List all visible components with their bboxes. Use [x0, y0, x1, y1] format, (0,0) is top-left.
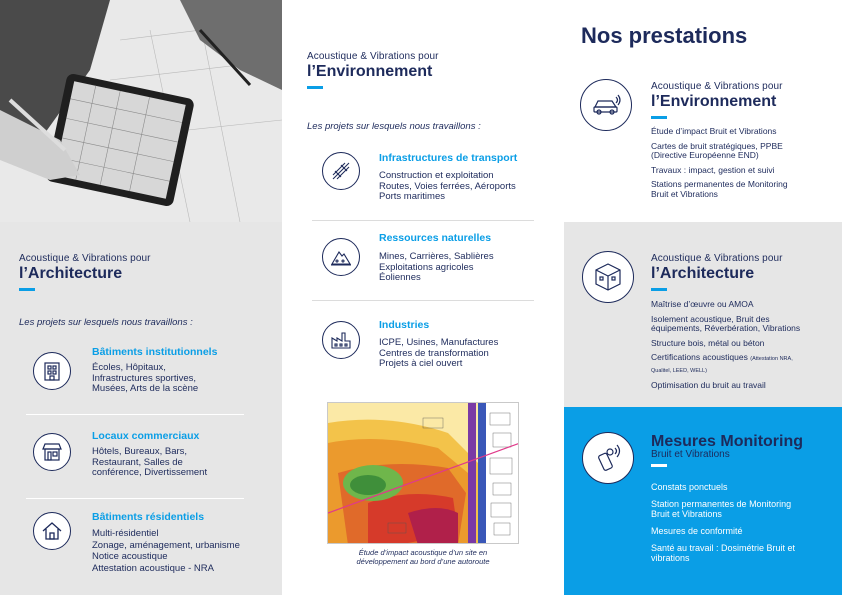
sound-meter-icon [582, 432, 634, 484]
item-text: Construction et exploitation Routes, Voies ferrées, Aéroports Ports maritimes [379, 170, 516, 202]
architecture-services-block [564, 222, 842, 407]
item-text: Hôtels, Bureaux, Bars, Restaurant, Salles de conférence, Divertissement [92, 446, 208, 478]
services-column [564, 0, 842, 595]
section-subtitle: Bruit et Vibrations [651, 449, 730, 460]
environment-services-list: Étude d’impact Bruit et Vibrations Cartes de bruit stratégiques, PPBE (Directive Européenne END) Travaux : impact, gestion et suivi Stations permanentes de Monitoring Bruit et Vibrations [651, 126, 788, 199]
divider [312, 220, 534, 221]
page-title: Nos prestations [581, 23, 748, 48]
section-title: Mesures Monitoring [651, 433, 804, 450]
intro-text: Les projets sur lesquels nous travaillons : [19, 317, 193, 328]
monitoring-services-block [564, 407, 842, 595]
accent-dash [307, 86, 323, 89]
item-text: Écoles, Hôpitaux, Infrastructures sportives, Musées, Arts de la scène [92, 362, 199, 394]
divider [26, 414, 244, 415]
item-title: Bâtiments résidentiels [92, 511, 205, 523]
section-subtitle: Acoustique & Vibrations pour [651, 253, 783, 264]
quarry-icon [322, 238, 360, 276]
environment-column [282, 0, 564, 595]
item-text: ICPE, Usines, Manufactures Centres de transformation Projets à ciel ouvert [379, 337, 499, 369]
intro-text: Les projets sur lesquels nous travaillons : [307, 121, 481, 132]
accent-dash [19, 288, 35, 291]
building-icon [33, 352, 71, 390]
item-title: Industries [379, 319, 430, 331]
tablet-photo [0, 0, 282, 222]
accent-dash [651, 116, 667, 119]
section-subtitle: Acoustique & Vibrations pour [651, 81, 783, 92]
item-title: Bâtiments institutionnels [92, 346, 218, 358]
map-caption: Étude d’impact acoustique d’un site en développement au bord d’une autoroute [356, 548, 490, 566]
section-title: l’Environnement [651, 93, 777, 110]
section-title: l’Architecture [19, 265, 123, 282]
section-title: l’Architecture [651, 265, 755, 282]
shop-icon [33, 433, 71, 471]
divider [26, 498, 244, 499]
item-text: Mines, Carrières, Sablières Exploitations agricoles Éoliennes [379, 251, 494, 283]
architecture-services-list: Maîtrise d’œuvre ou AMOA Isolement acoustique, Bruit des équipements, Réverbération, Vibrations Structure bois, métal ou béton Certifications acoustiques (Attestation NRA, Qualitel, LEED, WELL) Optimisation du bruit au travail [651, 299, 801, 390]
architecture-panel [0, 222, 282, 595]
divider [312, 300, 534, 301]
car-sound-icon [580, 79, 632, 131]
item-title: Ressources naturelles [379, 232, 492, 244]
noise-map-image [327, 402, 519, 544]
section-subtitle: Acoustique & Vibrations pour [19, 253, 151, 264]
factory-icon [322, 321, 360, 359]
monitoring-services-list: Constats ponctuels Station permanentes de Monitoring Bruit et Vibrations Mesures de conformité Santé au travail : Dosimétrie Bruit et vibrations [651, 482, 796, 563]
item-title: Infrastructures de transport [379, 152, 518, 164]
house-icon [33, 512, 71, 550]
architecture-column [0, 0, 282, 595]
item-text: Multi-résidentiel Zonage, aménagement, urbanisme Notice acoustique Attestation acoustique - NRA [92, 528, 240, 574]
accent-dash [651, 464, 667, 467]
item-title: Locaux commerciaux [92, 430, 200, 442]
road-icon [322, 152, 360, 190]
accent-dash [651, 288, 667, 291]
section-subtitle: Acoustique & Vibrations pour [307, 51, 439, 62]
environment-services-block [564, 0, 842, 222]
section-title: l’Environnement [307, 63, 433, 80]
building-3d-icon [582, 251, 634, 303]
